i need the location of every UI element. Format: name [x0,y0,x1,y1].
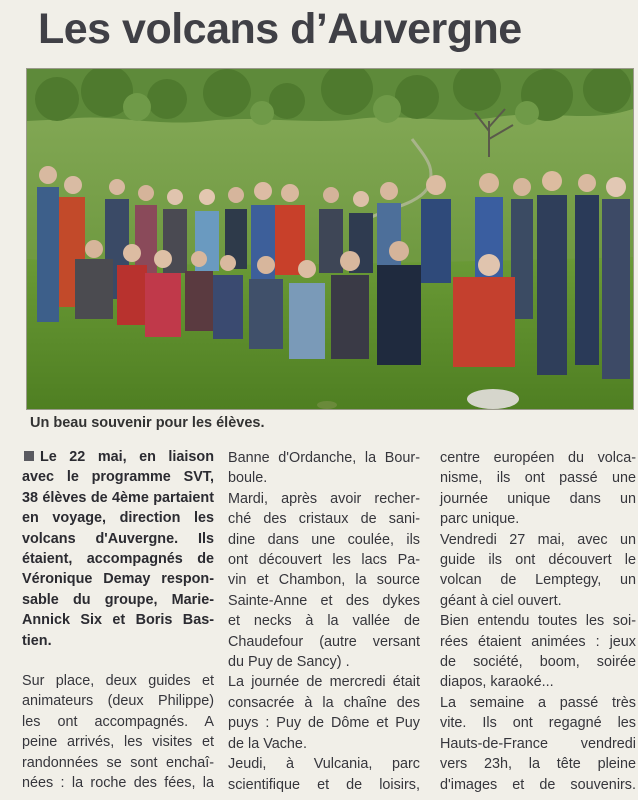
text-line: guide ils ont découvert le [440,552,636,569]
text-line: parc unique. [440,511,520,528]
text-line: les ont accompagnés. A [22,713,214,730]
text-line: en voyage, direction les [22,510,214,527]
text-line: diapos, karaoké... [440,674,554,691]
group-photo [26,68,634,410]
text-line: 38 élèves de 4ème partaient [22,489,214,506]
text-line: vite. Ils ont regagné les [440,715,636,732]
text-line: du Puy de Sancy) . [228,654,350,671]
text-line: Annick Six et Boris Bas- [22,612,214,629]
group-photo-illustration [27,69,633,409]
text-line: étaient, accompagnés de [22,551,214,568]
text-line: scientifique et de loisirs, [228,776,420,793]
text-line: Mardi, après avoir recher- [228,490,420,507]
text-line: volcan de Lemptegy, un [440,572,636,589]
text-line: La semaine a passé très [440,694,636,711]
text-line: consacrée à la chaîne des [228,694,420,711]
text-line: géant à ciel ouvert. [440,592,562,609]
text-line: avec le programme SVT, [22,469,214,486]
text-line: Banne d'Ordanche, la Bour- [228,450,420,466]
text-line: vers 23h, la tête pleine [440,756,636,773]
article-body-start [22,671,214,793]
article-lead [22,447,214,651]
text-line: puys : Puy de Dôme et Puy [228,715,420,732]
text-line: Jeudi, à Vulcania, parc [228,756,420,773]
article-column-2 [228,448,420,795]
text-line: et necks à la vallée de [228,613,420,630]
text-line: Véronique Demay respon- [22,571,214,588]
text-line: Sainte-Anne et des dykes [228,592,420,609]
text-line: de société, boom, soirée [440,654,636,671]
bullet-square-icon [24,451,34,461]
text-line: boule. [228,470,268,487]
text-line: Le 22 mai, en liaison [22,447,214,467]
text-line: nées : la roche des fées, la [22,775,214,792]
text-line: ont découvert les lacs Pa- [228,552,420,569]
text-line: centre européen du volca- [440,450,636,466]
photo-caption: Un beau souvenir pour les élèves. [30,415,265,431]
text-line: rées étaient animées : jeux [440,633,636,650]
text-line: dine dans une coulée, ils [228,531,420,548]
text-line: Bien entendu toutes les soi- [440,613,636,630]
text-line: Sur place, deux guides et [22,673,214,690]
text-line: de la Vache. [228,735,307,752]
text-line: vin et Chambon, la source [228,572,420,589]
text-line: Hauts-de-France vendredi [440,735,636,752]
text-line: tien. [22,632,52,649]
text-line: animateurs (deux Philippe) [22,693,214,710]
text-line: d'images et de souvenirs. [440,776,636,793]
text-line: randonnées se sont enchaî- [22,754,214,771]
text-line: journée unique dans un [440,490,636,507]
article-column-3 [440,448,636,795]
text-line: peine arrivés, les visites et [22,734,214,751]
text-line: ché des cristaux de sani- [228,511,420,528]
text-line: Vendredi 27 mai, avec un [440,531,636,548]
article-title: Les volcans d’Auvergne [38,5,522,53]
text-line: Chaudefour (autre versant [228,633,420,650]
text-line: volcans d'Auvergne. Ils [22,530,214,547]
article-column-1 [22,447,214,794]
text-line: La journée de mercredi était [228,674,420,691]
text-line: nisme, ils ont passé une [440,470,636,487]
text-line: sable du groupe, Marie- [22,591,214,608]
